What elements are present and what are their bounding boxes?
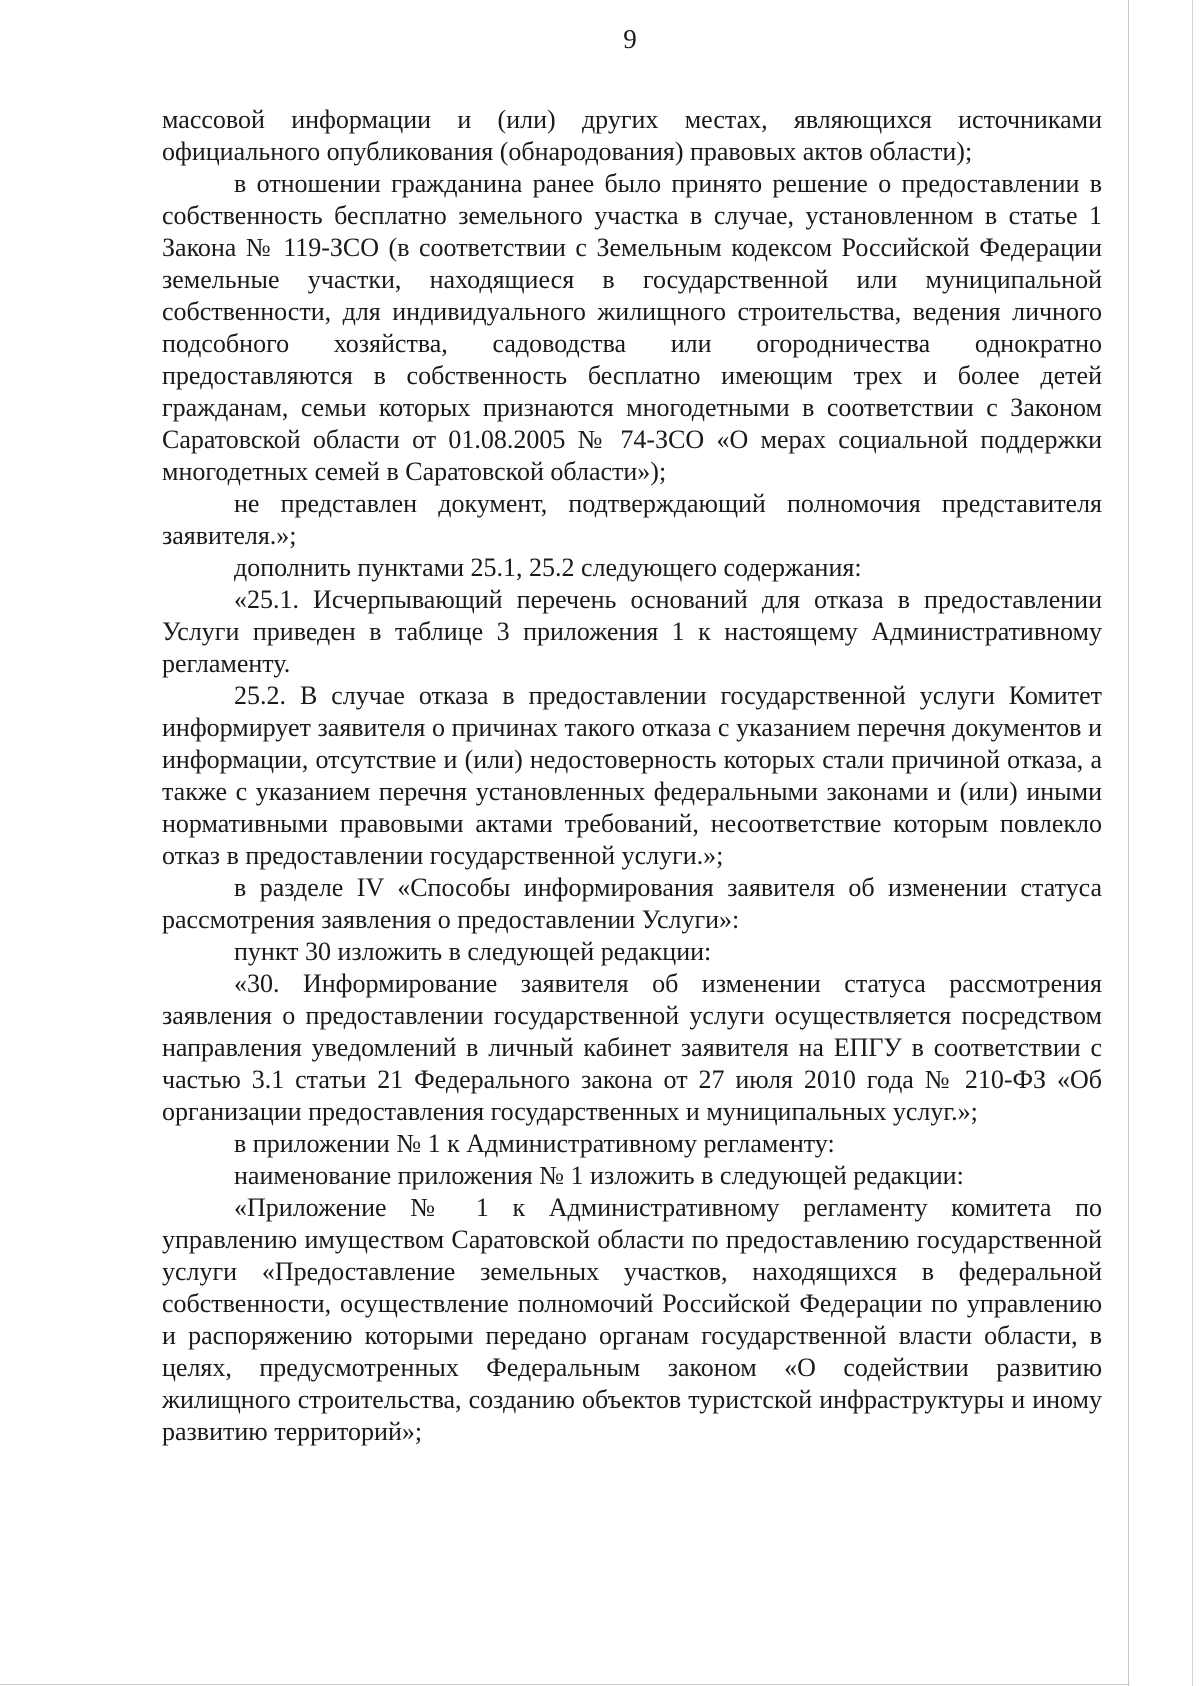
document-body xyxy=(162,104,1102,1448)
paragraph: «30. Информирование заявителя об изменении статуса рассмотрения заявления о предоставлении государственной услуги осуществляется посредством направления уведомлений в личный кабинет заявителя на ЕПГУ в соответствии с частью 3.1 статьи 21 Федерального закона от 27 июля 2010 года № 210-ФЗ «Об организации предоставления государственных и муниципальных услуг.»; xyxy=(162,969,1102,1126)
scan-edge-line xyxy=(1128,0,1129,1686)
paragraph: массовой информации и (или) других местах, являющихся источниками официального опубликования (обнародования) правовых актов области); xyxy=(162,105,1102,166)
paragraph: дополнить пунктами 25.1, 25.2 следующего содержания: xyxy=(234,553,862,582)
paragraph: «25.1. Исчерпывающий перечень оснований для отказа в предоставлении Услуги приведен в таблице 3 приложения 1 к настоящему Административному регламенту. xyxy=(162,585,1102,678)
paragraph: пункт 30 изложить в следующей редакции: xyxy=(234,937,712,966)
paragraph: «Приложение № 1 к Административному регламенту комитета по управлению имуществом Саратовской области по предоставлению государственной услуги «Предоставление земельных участков, находящихся в федеральной собственности, осуществление полномочий Российской Федерации по управлению и распоряжению которыми передано органам государственной власти области, в целях, предусмотренных Федеральным законом «О содействии развитию жилищного строительства, созданию объектов туристской инфраструктуры и иному развитию территорий»; xyxy=(162,1193,1102,1446)
paragraph: не представлен документ, подтверждающий полномочия представителя заявителя.»; xyxy=(162,489,1102,550)
page-number: 9 xyxy=(623,24,637,54)
paragraph: в разделе IV «Способы информирования заявителя об изменении статуса рассмотрения заявления о предоставлении Услуги»: xyxy=(162,873,1102,934)
paragraph: в приложении № 1 к Административному регламенту: xyxy=(234,1129,835,1158)
paragraph: в отношении гражданина ранее было принято решение о предоставлении в собственность бесплатно земельного участка в случае, установленном в статье 1 Закона № 119-ЗСО (в соответствии с Земельным кодексом Российской Федерации земельные участки, находящиеся в государственной или муниципальной собственности, для индивидуального жилищного строительства, ведения личного подсобного хозяйства, садоводства или огородничества однократно предоставляются в собственность бесплатно имеющим трех и более детей гражданам, семьи которых признаются многодетными в соответствии с Законом Саратовской области от 01.08.2005 № 74-ЗСО «О мерах социальной поддержки многодетных семей в Саратовской области»); xyxy=(162,169,1102,486)
paragraph: наименование приложения № 1 изложить в следующей редакции: xyxy=(234,1161,964,1190)
paragraph: 25.2. В случае отказа в предоставлении государственной услуги Комитет информирует заявителя о причинах такого отказа с указанием перечня документов и информации, отсутствие и (или) недостоверность которых стали причиной отказа, а также с указанием перечня установленных федеральными законами и (или) иными нормативными правовыми актами требований, несоответствие которым повлекло отказ в предоставлении государственной услуги.»; xyxy=(162,681,1102,870)
scan-edge-line xyxy=(1192,0,1193,1686)
scan-edge-line xyxy=(0,1684,1130,1685)
